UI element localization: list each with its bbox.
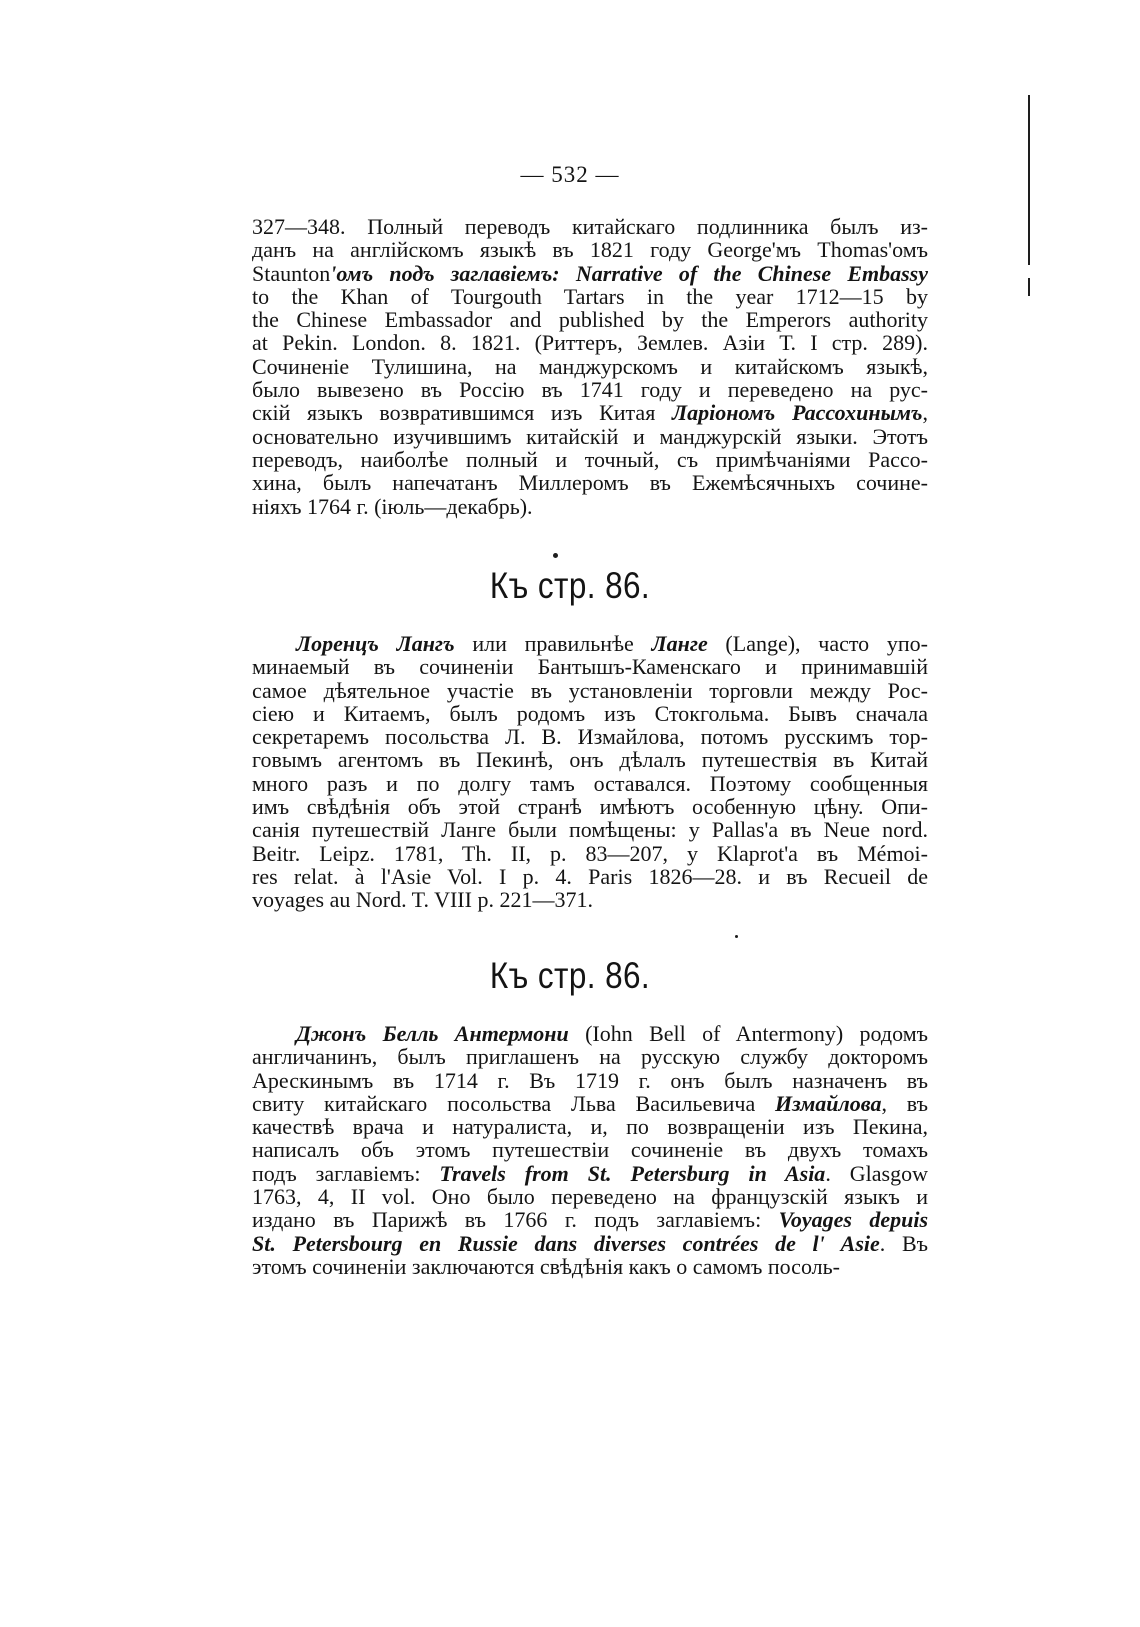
- section-heading: Къ стр. 86.: [489, 565, 651, 606]
- text-line: самое дѣятельное участіе въ установленіи торговли между Рос-: [252, 677, 928, 703]
- text-line: свиту китайскаго посольства Льва Васильевича Измайлова, въ: [252, 1090, 928, 1116]
- text-line: at Pekin. London. 8. 1821. (Риттеръ, Землев. Азіи Т. I стр. 289).: [252, 330, 928, 356]
- text-line: было вывезено въ Россію въ 1741 году и переведено на рус-: [252, 377, 928, 403]
- italic-emphasis: Travels from St. Petersburg in Asia: [439, 1160, 826, 1186]
- text-line: переводъ, наиболѣе полный и точный, съ примѣчаніями Рассо-: [252, 446, 928, 472]
- text-line: to the Khan of Tourgouth Tartars in the year 1712—15 by: [252, 283, 928, 309]
- text-line: секретаремъ посольства Л. В. Измайлова, потомъ русскимъ тор-: [252, 724, 928, 750]
- section2-paragraph: [252, 1022, 928, 1278]
- scan-speck: [553, 553, 558, 558]
- text-line: хина, былъ напечатанъ Миллеромъ въ Ежемѣсячныхъ сочине-: [252, 470, 928, 496]
- text-line: Лоренцъ Лангъ или правильнѣе Ланге (Lange), часто упо-: [296, 631, 928, 656]
- section1-paragraph: [252, 632, 928, 912]
- text-line: написалъ объ этомъ путешествіи сочиненіе въ двухъ томахъ: [252, 1137, 928, 1163]
- text-line: res relat. à l'Asie Vol. I p. 4. Paris 1826—28. и въ Recueil de: [252, 863, 928, 889]
- text-line: подъ заглавіемъ: Travels from St. Petersburg in Asia. Glasgow: [252, 1160, 928, 1186]
- text-line: санія путешествій Ланге были помѣщены: у Pallas'а въ Neue nord.: [252, 817, 928, 843]
- text-line: Beitr. Leipz. 1781, Th. II, p. 83—207, у Klaprot'а въ Mémoi-: [252, 840, 928, 866]
- text-line: имъ свѣдѣнія объ этой странѣ имѣютъ особенную цѣну. Опи-: [252, 794, 928, 820]
- italic-emphasis: Измайлова: [775, 1090, 882, 1116]
- text-line: ніяхъ 1764 г. (іюль—декабрь).: [252, 493, 533, 519]
- italic-emphasis: St. Petersbourg en Russie dans diverses contrées de l' Asie: [252, 1230, 880, 1256]
- italic-emphasis: 'омъ подъ заглавіемъ: Narrative of the Chinese Embassy: [330, 260, 928, 286]
- text-line: много разъ и по долгу тамъ оставался. Поэтому сообщенныя: [252, 770, 928, 796]
- text-line: качествѣ врача и натуралиста, и, по возвращеніи изъ Пекина,: [252, 1114, 928, 1140]
- text-line: скій языкъ возвратившимся изъ Китая Ларіономъ Рассохинымъ,: [252, 400, 929, 426]
- page-number: — 532 —: [520, 162, 620, 187]
- text-line: Сочиненіе Тулишина, на манджурскомъ и китайскомъ языкѣ,: [252, 353, 928, 379]
- section-heading: Къ стр. 86.: [489, 955, 651, 996]
- italic-emphasis: Ларіономъ Рассохинымъ: [672, 400, 923, 426]
- text-line: St. Petersbourg en Russie dans diverses contrées de l' Asie. Въ: [252, 1230, 928, 1256]
- text-line: минаемый въ сочиненіи Бантышъ-Каменскаго и принимавшій: [252, 654, 928, 680]
- text-line: 327—348. Полный переводъ китайскаго подлинника былъ из-: [252, 214, 928, 239]
- text-line: Арескинымъ въ 1714 г. Въ 1719 г. онъ былъ назначенъ въ: [252, 1067, 928, 1093]
- text-line: англичанинъ, былъ приглашенъ на русскую службу докторомъ: [252, 1044, 928, 1070]
- text-line: Staunton'омъ подъ заглавіемъ: Narrative of the Chinese Embassy: [252, 260, 928, 286]
- text-line: сіею и Китаемъ, былъ родомъ изъ Стокгольма. Бывъ сначала: [252, 700, 928, 726]
- scan-margin-rule: [1028, 278, 1030, 296]
- text-line: the Chinese Embassador and published by the Emperors authority: [252, 307, 928, 333]
- text-line: данъ на англійскомъ языкѣ въ 1821 году George'мъ Thomas'омъ: [252, 237, 928, 263]
- text-line: voyages au Nord. T. VIII p. 221—371.: [252, 887, 593, 913]
- text-line: Джонъ Белль Антермони (Iohn Bell of Antermony) родомъ: [296, 1021, 928, 1046]
- text-line: основательно изучившимъ китайскій и манджурскій языки. Этотъ: [252, 423, 928, 449]
- text-line: говымъ агентомъ въ Пекинѣ, онъ дѣлалъ путешествія въ Китай: [252, 747, 928, 773]
- continuation-paragraph: [252, 215, 928, 518]
- italic-emphasis: Лоренцъ Лангъ: [296, 631, 455, 656]
- italic-emphasis: Джонъ Белль Антермони: [296, 1021, 569, 1046]
- text-line: издано въ Парижѣ въ 1766 г. подъ заглавіемъ: Voyages depuis: [252, 1207, 928, 1233]
- italic-emphasis: Ланге: [651, 631, 708, 656]
- text-line: этомъ сочиненіи заключаются свѣдѣнія какъ о самомъ посоль-: [252, 1253, 840, 1279]
- scan-speck: [735, 935, 738, 938]
- text-line: 1763, 4, II vol. Оно было переведено на французскій языкъ и: [252, 1184, 928, 1210]
- italic-emphasis: Voyages depuis: [778, 1207, 928, 1233]
